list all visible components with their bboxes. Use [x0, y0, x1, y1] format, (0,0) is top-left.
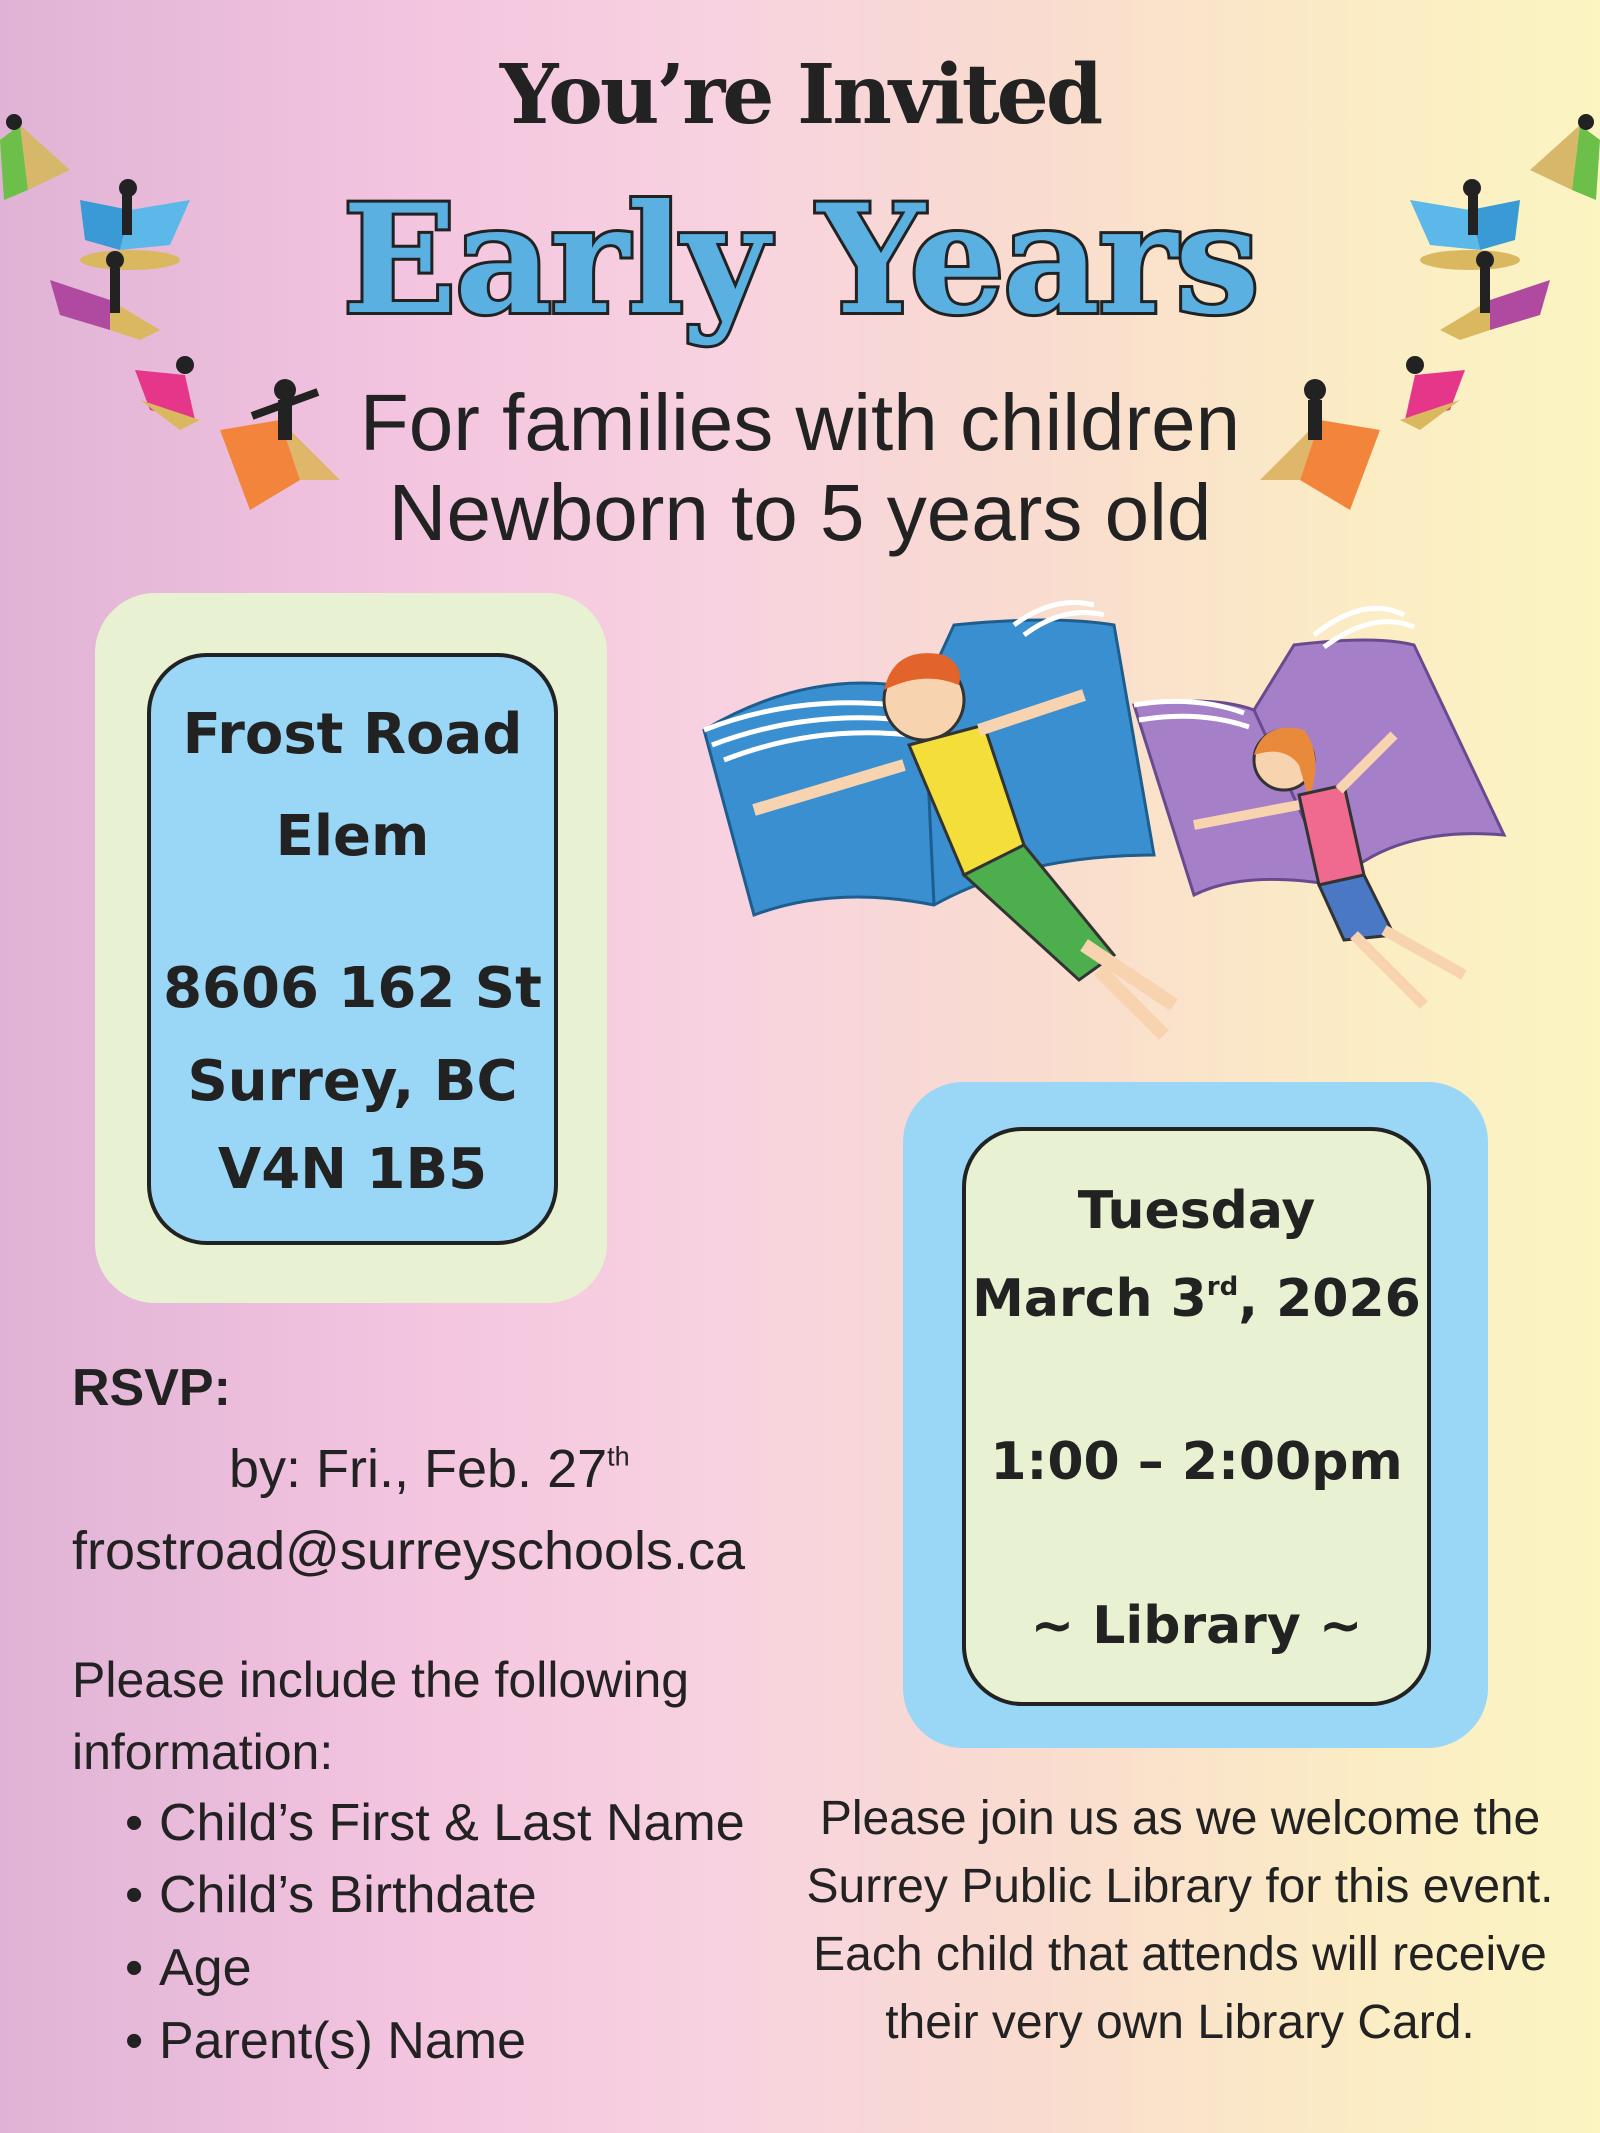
- message-line-2: Surrey Public Library for this event.: [806, 1860, 1554, 1913]
- address-line-1: 8606 162 St: [163, 956, 542, 1021]
- bullet-icon: •: [125, 1794, 144, 1852]
- book-icon: [1410, 179, 1520, 270]
- rsvp-email-link[interactable]: frostroad@surreyschools.ca: [72, 1521, 746, 1581]
- message-line-3: Each child that attends will receive: [813, 1928, 1547, 1981]
- book-icon: [220, 379, 340, 510]
- list-item: [125, 2006, 526, 2076]
- bullet-icon: •: [125, 2012, 144, 2070]
- event-date: [962, 1261, 1431, 1337]
- rsvp-label: RSVP:: [72, 1359, 231, 1417]
- rsvp-deadline-suffix: th: [607, 1441, 630, 1472]
- list-item: [125, 1860, 537, 1930]
- event-place: ~ Library ~: [1030, 1596, 1363, 1656]
- subtitle-line-2: Newborn to 5 years old: [388, 468, 1212, 557]
- book-icon: [1530, 114, 1600, 200]
- kids-flying-on-books-illustration: [694, 585, 1514, 1050]
- book-icon: [0, 114, 70, 200]
- list-item-text: Age: [159, 1939, 252, 1997]
- flying-books-left-icon: [0, 100, 360, 520]
- list-item-text: Child’s First & Last Name: [159, 1794, 745, 1852]
- school-name-line-1: Frost Road: [182, 702, 523, 767]
- message-line-1: Please join us as we welcome the: [819, 1792, 1541, 1845]
- book-icon: [80, 179, 190, 270]
- list-item-text: Parent(s) Name: [159, 2012, 526, 2070]
- include-info-line-2: information:: [72, 1724, 334, 1780]
- event-date-year: , 2026: [1238, 1269, 1421, 1329]
- pre-title: You’re Invited: [499, 47, 1101, 143]
- event-day: Tuesday: [1077, 1181, 1316, 1241]
- book-icon: [135, 356, 200, 430]
- list-item: [125, 1788, 745, 1858]
- rsvp-deadline: [229, 1434, 630, 1504]
- bullet-icon: •: [125, 1939, 144, 1997]
- message-line-4: their very own Library Card.: [885, 1996, 1475, 2049]
- include-info-line-1: Please include the following: [72, 1652, 690, 1708]
- event-date-prefix: March 3: [972, 1269, 1207, 1329]
- list-item-text: Child’s Birthdate: [159, 1866, 537, 1924]
- page-title: Early Years: [342, 172, 1258, 348]
- subtitle-line-1: For families with children: [359, 378, 1241, 467]
- address-line-2: Surrey, BC: [187, 1049, 518, 1114]
- book-icon: [1260, 379, 1380, 510]
- flying-books-right-icon: [1240, 100, 1600, 520]
- list-item: [125, 1933, 252, 2003]
- bullet-icon: •: [125, 1866, 144, 1924]
- rsvp-deadline-prefix: by: Fri., Feb. 27: [229, 1439, 608, 1499]
- book-icon: [1400, 356, 1465, 430]
- school-name-line-2: Elem: [275, 804, 430, 869]
- postal-code: V4N 1B5: [217, 1137, 488, 1202]
- event-time: 1:00 – 2:00pm: [990, 1432, 1403, 1492]
- event-date-suffix: rd: [1206, 1272, 1239, 1303]
